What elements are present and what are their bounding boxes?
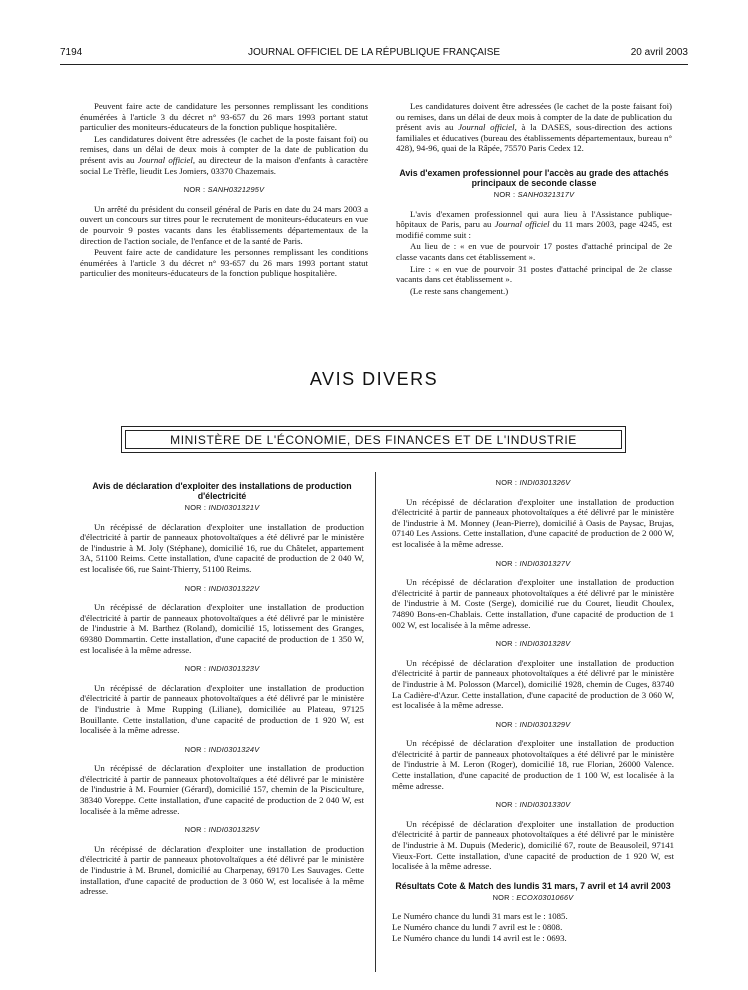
result-line: Le Numéro chance du lundi 7 avril est le : 0808. <box>392 922 563 932</box>
paragraph: Peuvent faire acte de candidature les personnes remplissant les conditions énumérées à l'article 3 du décret n° 93-657 du 26 mars 1993 portant statut particulier des moniteurs-éducateurs de la fonction publique hospitalière. <box>80 101 368 133</box>
ministry-name: MINISTÈRE DE L'ÉCONOMIE, DES FINANCES ET DE L'INDUSTRIE <box>125 430 622 449</box>
top-right-column <box>396 101 672 297</box>
nor-reference: NOR : INDI0301328V <box>495 639 571 649</box>
journal-title: JOURNAL OFFICIEL DE LA RÉPUBLIQUE FRANÇAISE <box>247 47 501 58</box>
nor-reference: NOR : SANH0321317V <box>493 189 575 199</box>
results-heading: Résultats Cote & Match des lundis 31 mars, 7 avril et 14 avril 2003 <box>395 880 671 891</box>
nor-reference: NOR : INDI0301321V <box>184 503 260 512</box>
paragraph: Les candidatures doivent être adressées (le cachet de la poste faisant foi) ou remises, dans un délai de deux mois à compter de la date de publication du présent avis au Journal officiel, à la DASES, sous-direction des actions familiales et éducatives (bureau des établissements départementaux, bureau n° 428), 94-96, quai de la Râpée, 75570 Paris Cedex 12. <box>396 101 672 154</box>
paragraph: Peuvent faire acte de candidature les personnes remplissant les conditions énumérées à l'article 3 du décret n° 93-657 du 26 mars 1993 portant statut particulier des moniteurs-éducateurs de la fonction publique hospitalière. <box>80 247 368 279</box>
paragraph: Les candidatures doivent être adressées (le cachet de la poste faisant foi) ou remises, dans un délai de deux mois à compter de la date de publication du présent avis au Journal officiel, au directeur de la maison d'enfants à caractère social Le Trèfle, lieudit Les Jomiers, 03370 Chazemais. <box>80 133 368 176</box>
journal-reference: Journal officiel <box>494 219 550 230</box>
top-left-column <box>80 101 368 280</box>
bottom-left-column <box>80 481 364 898</box>
nor-reference: NOR : INDI0301324V <box>184 744 260 754</box>
paragraph: (Le reste sans changement.) <box>410 285 509 296</box>
paragraph: Lire : « en vue de pourvoir 31 postes d'attaché principal de 2e classe vacants dans cet établissement ». <box>396 263 672 285</box>
paragraph: Au lieu de : « en vue de pourvoir 17 postes d'attaché principal de 2e classe vacants dans cet établissement ». <box>396 241 672 262</box>
nor-reference: NOR : INDI0301322V <box>184 583 260 593</box>
notice-paragraph: Un récépissé de déclaration d'exploiter une installation de production d'électricité à partir de panneaux photovoltaïques a été délivré par le ministère de l'industrie à Mme Rupping (Liliane), domiciliée au Plateau, 97125 Bouillante. Cette installation, d'une capacité de production de 1 920 W, est localisée à la même adresse. <box>80 682 364 736</box>
nor-reference: NOR : INDI0301327V <box>495 558 571 568</box>
paragraph: L'avis d'examen professionnel qui aura lieu à l'Assistance publique-hôpitaux de Paris, paru au Journal officiel du 11 mars 2003, page 4245, est modifié comme suit : <box>396 208 672 240</box>
section-heading: Avis de déclaration d'exploiter des installations de production d'électricité <box>92 481 352 501</box>
nor-reference: NOR : ECOX0301066V <box>492 892 574 902</box>
journal-reference: Journal officiel <box>137 154 193 165</box>
notice-paragraph: Un récépissé de déclaration d'exploiter une installation de production d'électricité à partir de panneaux photovoltaïques a été délivré par le ministère de l'industrie à M. Joly (Stéphane), domicilié 16, rue du Châtelet, appartement 3A, 51100 Reims. Cette installation, d'une capacité de production de 2 040 W, est localisée 66, rue Saint-Thierry, 51100 Reims. <box>80 521 364 574</box>
result-line: Le Numéro chance du lundi 14 avril est le : 0693. <box>392 932 567 943</box>
header-rule <box>60 64 688 65</box>
notice-paragraph: Un récépissé de déclaration d'exploiter une installation de production d'électricité à partir de panneaux photovoltaïques a été délivré par le ministère de l'industrie à M. Polosson (Marcel), domicilié 1928, chemin de Cuges, 83740 La Cadière-d'Azur. Cette installation, d'une capacité de production de 3 060 W, est localisée à la même adresse. <box>392 657 674 711</box>
nor-reference: NOR : INDI0301325V <box>184 825 260 835</box>
notice-paragraph: Un récépissé de déclaration d'exploiter une installation de production d'électricité à partir de panneaux photovoltaïques a été délivré par le ministère de l'industrie à M. Dupuis (Mederic), domicilié 67, route de Beausoleil, 97141 Vieux-Fort. Cette installation, d'une capacité de production de 1 920 W, est localisée à la même adresse. <box>392 818 674 872</box>
bottom-right-column <box>392 478 674 943</box>
notice-paragraph: Un récépissé de déclaration d'exploiter une installation de production d'électricité à partir de panneaux photovoltaïques a été délivré par le ministère de l'industrie à M. Barthez (Roland), domicilié 15, lotissement des Granges, 69380 Dommartin. Cette installation, d'une capacité de production de 1 350 W, est localisée à la même adresse. <box>80 602 364 655</box>
notice-paragraph: Un récépissé de déclaration d'exploiter une installation de production d'électricité à partir de panneaux photovoltaïques a été délivré par le ministère de l'industrie à M. Coste (Serge), domicilié rue du Couret, lieudit Choulex, 74890 Bons-en-Chablais. Cette installation, d'une capacité de production de 1 002 W, est localisée à la même adresse. <box>392 577 674 630</box>
ministry-banner <box>121 426 626 453</box>
result-line: Le Numéro chance du lundi 31 mars est le : 1085. <box>392 911 568 922</box>
column-divider <box>375 472 376 972</box>
journal-reference: Journal officiel <box>458 122 515 133</box>
nor-reference: NOR : INDI0301330V <box>495 800 571 810</box>
notice-paragraph: Un récépissé de déclaration d'exploiter une installation de production d'électricité à partir de panneaux photovoltaïques a été délivré par le ministère de l'industrie à M. Leron (Roger), domicilié 18, rue Florian, 26000 Valence. Cette installation, d'une capacité de production de 1 100 W, est localisée à la même adresse. <box>392 738 674 791</box>
nor-reference: NOR : INDI0301323V <box>184 664 260 674</box>
section-heading: Avis d'examen professionnel pour l'accès au grade des attachés principaux de seconde classe <box>399 167 669 188</box>
page-header <box>60 47 688 63</box>
nor-reference: NOR : SANH0321295V <box>183 185 265 195</box>
nor-reference: NOR : INDI0301326V <box>495 478 571 487</box>
results-list <box>392 911 674 943</box>
section-title: AVIS DIVERS <box>309 369 439 389</box>
issue-date: 20 avril 2003 <box>630 47 688 58</box>
page-number: 7194 <box>60 47 83 58</box>
notice-paragraph: Un récépissé de déclaration d'exploiter une installation de production d'électricité à partir de panneaux photovoltaïques a été délivré par le ministère de l'industrie à M. Fournier (Gérard), domicilié 157, chemin de la Pisciculture, 38340 Voreppe. Cette installation, d'une capacité de production de 2 040 W, est localisée à la même adresse. <box>80 763 364 816</box>
notice-paragraph: Un récépissé de déclaration d'exploiter une installation de production d'électricité à partir de panneaux photovoltaïques a été délivré par le ministère de l'industrie à M. Monney (Jean-Pierre), domicilié à Oasis de Paysac, Brujas, 07140 Les Assions. Cette installation, d'une capacité de production de 2 000 W, est localisée à la même adresse. <box>392 496 674 549</box>
paragraph: Un arrêté du président du conseil général de Paris en date du 24 mars 2003 a ouvert un concours sur titres pour le recrutement de moniteurs-éducateurs en vue de pourvoir 9 postes vacants dans les établissements départementaux de la direction de l'action sociale, de l'enfance et de la santé de Paris. <box>80 203 368 246</box>
nor-reference: NOR : INDI0301329V <box>495 719 571 729</box>
notice-paragraph: Un récépissé de déclaration d'exploiter une installation de production d'électricité à partir de panneaux photovoltaïques a été délivré par le ministère de l'industrie à M. Brunel, domicilié au Charpenay, 69170 Les Sauvages. Cette installation, d'une capacité de production de 3 060 W, est localisée à la même adresse. <box>80 843 364 897</box>
